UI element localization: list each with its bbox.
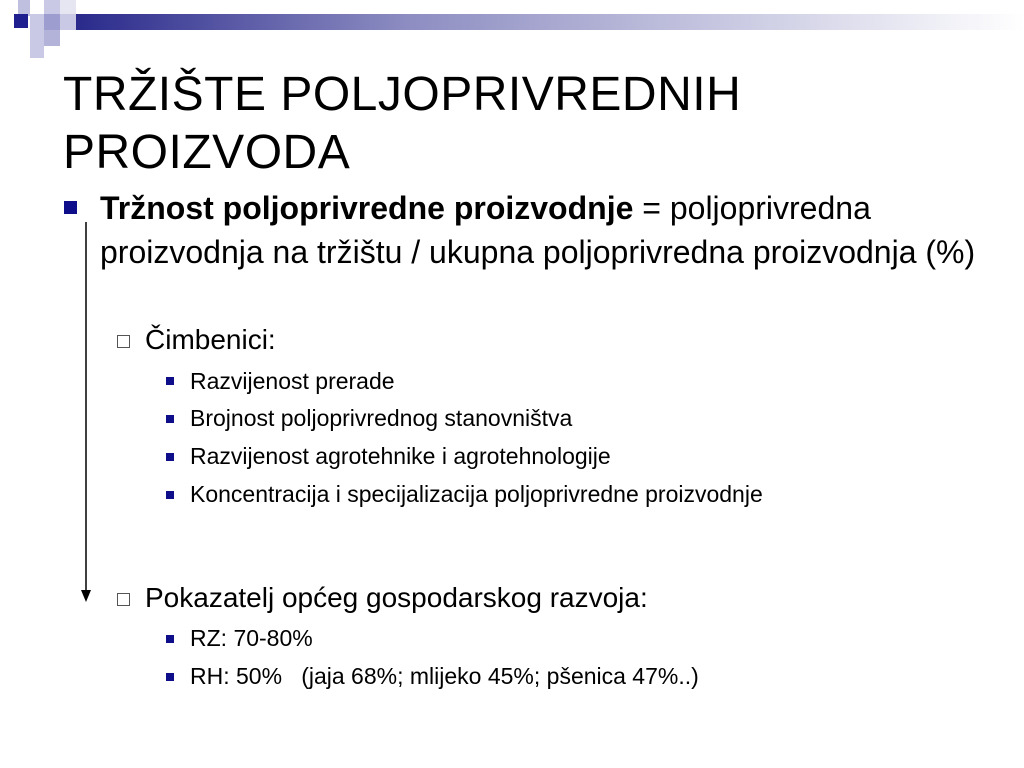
- header-decoration: [0, 0, 1024, 60]
- small-bullet-icon: [166, 453, 174, 461]
- small-bullet-icon: [166, 415, 174, 423]
- small-bullet-icon: [166, 673, 174, 681]
- slide-title: TRŽIŠTE POLJOPRIVREDNIH PROIZVODA: [63, 68, 742, 179]
- small-bullet-icon: [166, 635, 174, 643]
- main-point: [100, 186, 980, 274]
- list-item: RH: 50% (jaja 68%; mlijeko 45%; pšenica 47%..): [190, 663, 699, 689]
- list-item: Razvijenost agrotehnike i agrotehnologije: [190, 443, 611, 469]
- main-point-definition: = poljoprivredna proizvodnja na tržištu / ukupna poljoprivredna proizvodnja (%): [100, 190, 976, 270]
- small-bullet-icon: [166, 491, 174, 499]
- list-item: Koncentracija i specijalizacija poljoprivredne proizvodnje: [190, 481, 763, 507]
- hollow-square-bullet-icon: [117, 335, 130, 348]
- main-bullet-icon: [64, 201, 77, 214]
- small-bullet-icon: [166, 377, 174, 385]
- main-point-term: Tržnost poljoprivredne proizvodnje: [100, 190, 634, 226]
- list-item: Brojnost poljoprivrednog stanovništva: [190, 405, 573, 431]
- list-item: RZ: 70-80%: [190, 625, 313, 651]
- section-heading-indicator: Pokazatelj općeg gospodarskog razvoja:: [145, 582, 648, 613]
- section-heading-factors: Čimbenici:: [145, 324, 276, 355]
- list-item: Razvijenost prerade: [190, 368, 395, 394]
- hollow-square-bullet-icon: [117, 593, 130, 606]
- down-arrow-icon: [76, 222, 96, 606]
